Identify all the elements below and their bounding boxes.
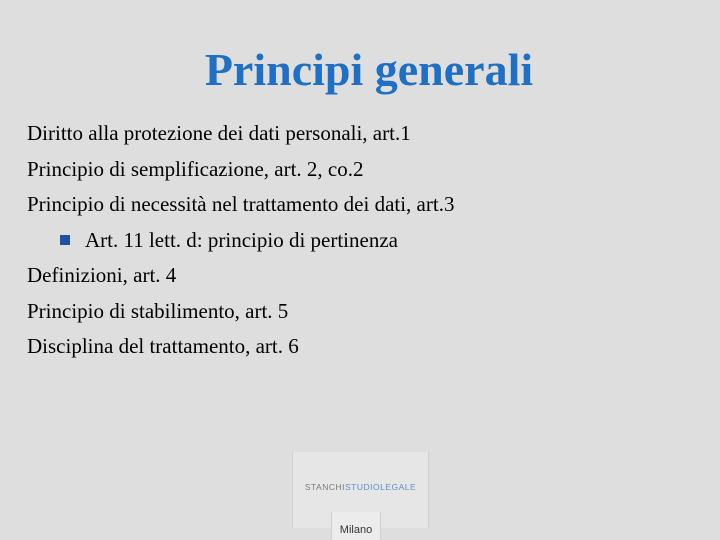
bullet-item: Definizioni, art. 4 — [27, 263, 177, 287]
bullet-item: Disciplina del trattamento, art. 6 — [27, 334, 299, 358]
slide-title: Principi generali — [204, 44, 534, 95]
bullet-list — [27, 116, 707, 365]
sub-bullet-text: Art. 11 lett. d: principio di pertinenza — [85, 227, 398, 252]
bullet-item: Principio di necessità nel trattamento dei dati, art.3 — [27, 192, 455, 216]
bullet-item: Principio di semplificazione, art. 2, co.2 — [27, 156, 364, 181]
bullet-item: Diritto alla protezione dei dati personali, art.1 — [27, 121, 411, 145]
logo-name-part2: STUDIOLEGALE — [345, 482, 417, 492]
logo-footer — [331, 512, 381, 540]
logo-wordmark — [293, 482, 428, 492]
square-bullet-icon — [60, 235, 70, 245]
logo-name-part1: STANCHI — [304, 482, 345, 492]
sub-bullet-item — [27, 223, 707, 259]
bullet-item: Principio di stabilimento, art. 5 — [27, 298, 289, 323]
logo-city: Milano — [339, 524, 373, 536]
